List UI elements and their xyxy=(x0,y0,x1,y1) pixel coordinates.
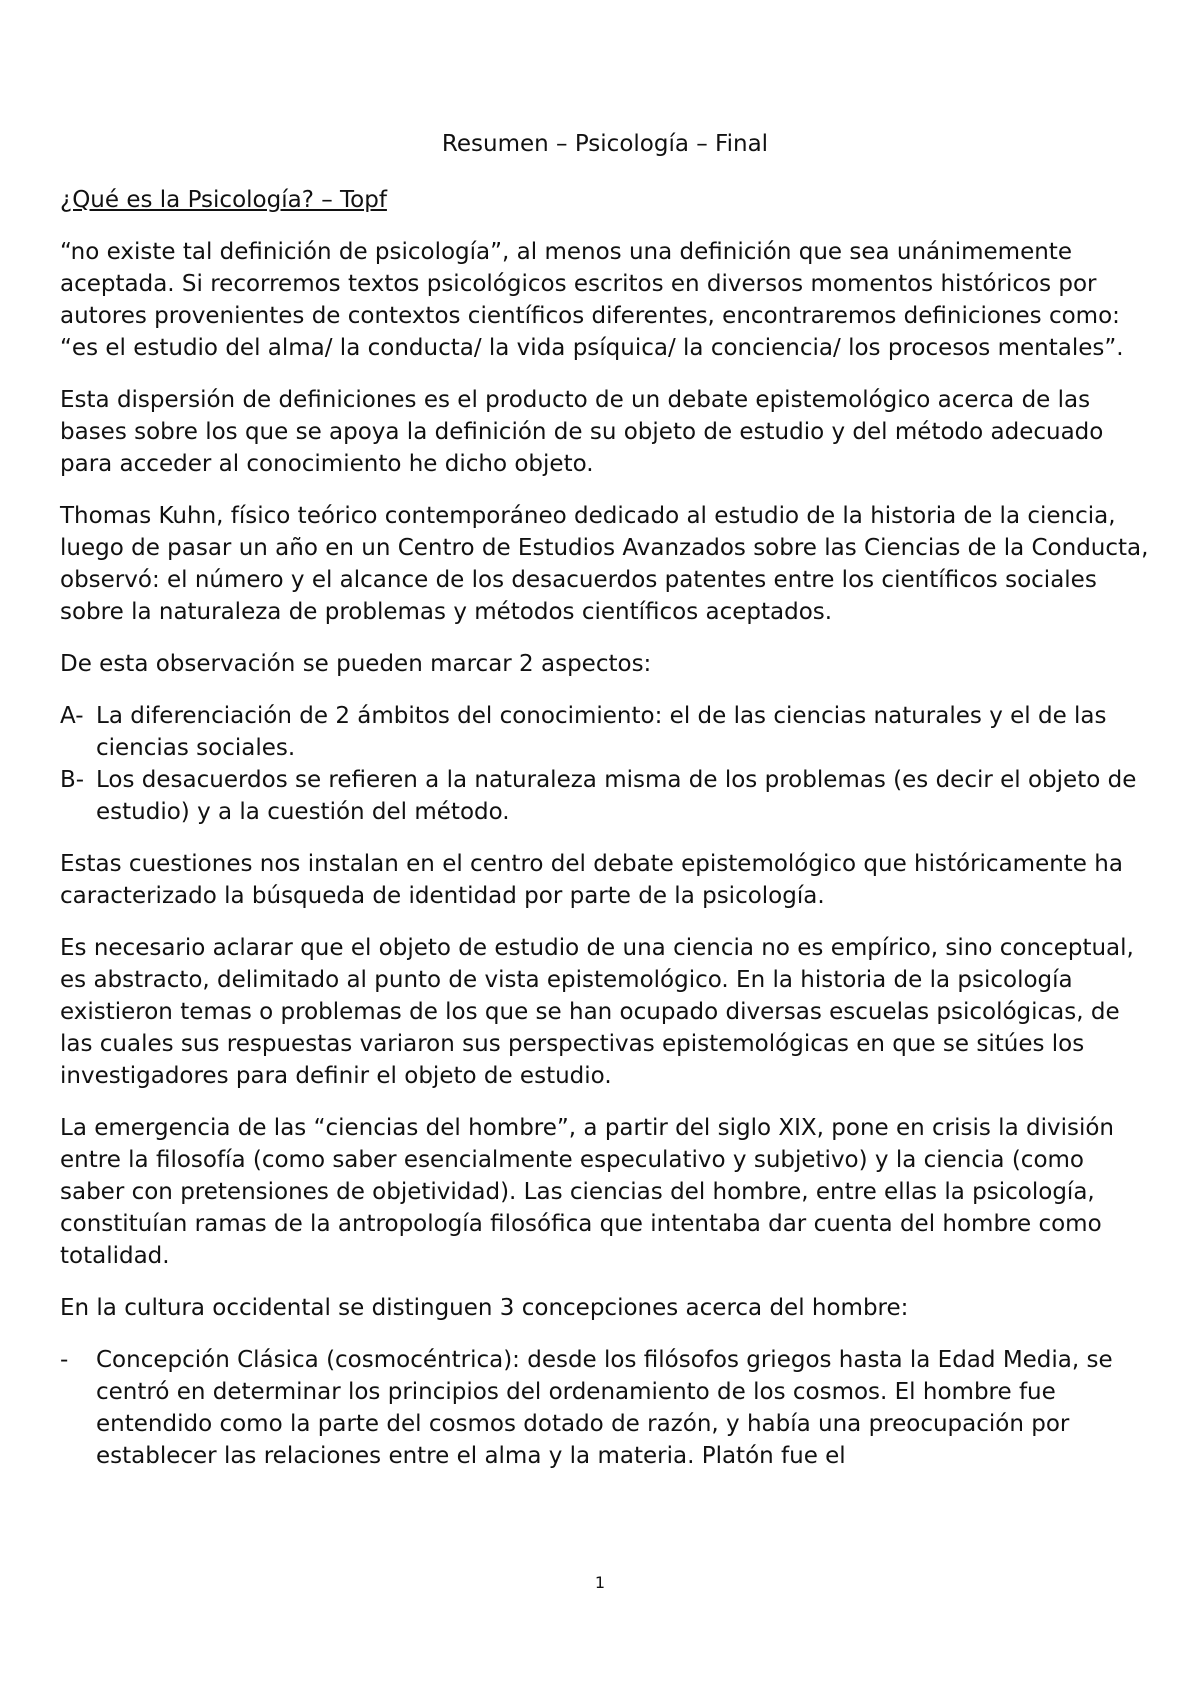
paragraph: Esta dispersión de definiciones es el producto de un debate epistemológico acerca de las bases sobre los que se apoya la definición de su objeto de estudio y del método adecuado para acceder al conocimiento he dicho objeto. xyxy=(60,387,1104,477)
paragraph: De esta observación se pueden marcar 2 aspectos: xyxy=(60,651,652,677)
list-item-text: Los desacuerdos se refieren a la naturaleza misma de los problemas (es decir el objeto de estudio) y a la cuestión del método. xyxy=(96,767,1137,825)
list-item-text: La diferenciación de 2 ámbitos del conocimiento: el de las ciencias naturales y el de las ciencias sociales. xyxy=(96,703,1107,761)
paragraph: En la cultura occidental se distinguen 3 concepciones acerca del hombre: xyxy=(60,1295,909,1321)
paragraph: La emergencia de las “ciencias del hombre”, a partir del siglo XIX, pone en crisis la división entre la filosofía (como saber esencialmente especulativo y subjetivo) y la ciencia (como saber con pretensiones de objetividad). Las ciencias del hombre, entre ellas la psicología, constituían ramas de la antropología filosófica que intentaba dar cuenta del hombre como totalidad. xyxy=(60,1115,1114,1269)
list-marker: B- xyxy=(60,767,85,793)
list-item xyxy=(60,1344,1150,1472)
paragraph: Thomas Kuhn, físico teórico contemporáneo dedicado al estudio de la historia de la ciencia, luego de pasar un año en un Centro de Estudios Avanzados sobre las Ciencias de la Conducta, observó: el número y el alcance de los desacuerdos patentes entre los científicos sociales sobre la naturaleza de problemas y métodos científicos aceptados. xyxy=(60,503,1149,625)
list-item-text: Concepción Clásica (cosmocéntrica): desde los filósofos griegos hasta la Edad Media, se centró en determinar los principios del ordenamiento de los cosmos. El hombre fue entendido como la parte del cosmos dotado de razón, y había una preocupación por establecer las relaciones entre el alma y la materia. Platón fue el xyxy=(96,1347,1113,1469)
section-heading: ¿Qué es la Psicología? – Topf xyxy=(60,187,387,213)
paragraph: Estas cuestiones nos instalan en el centro del debate epistemológico que históricamente ha caracterizado la búsqueda de identidad por parte de la psicología. xyxy=(60,851,1123,909)
conceptions-list xyxy=(60,1344,1150,1472)
list-item xyxy=(60,764,1150,828)
list-item xyxy=(60,700,1150,764)
paragraph: Es necesario aclarar que el objeto de estudio de una ciencia no es empírico, sino conceptual, es abstracto, delimitado al punto de vista epistemológico. En la historia de la psicología existieron temas o problemas de los que se han ocupado diversas escuelas psicológicas, de las cuales sus respuestas variaron sus perspectivas epistemológicas en que se sitúes los investigadores para definir el objeto de estudio. xyxy=(60,935,1134,1089)
page-number: 1 xyxy=(594,1573,606,1592)
document-title: Resumen – Psicología – Final xyxy=(441,131,769,157)
aspects-list xyxy=(60,700,1150,828)
list-marker: - xyxy=(60,1347,69,1373)
list-marker: A- xyxy=(60,703,84,729)
paragraph: “no existe tal definición de psicología”, al menos una definición que sea unánimemente aceptada. Si recorremos textos psicológicos escritos en diversos momentos históricos por autores provenientes de contextos científicos diferentes, encontraremos definiciones como: “es el estudio del alma/ la conducta/ la vida psíquica/ la conciencia/ los procesos mentales”. xyxy=(60,239,1124,361)
document-body xyxy=(60,128,1150,1472)
